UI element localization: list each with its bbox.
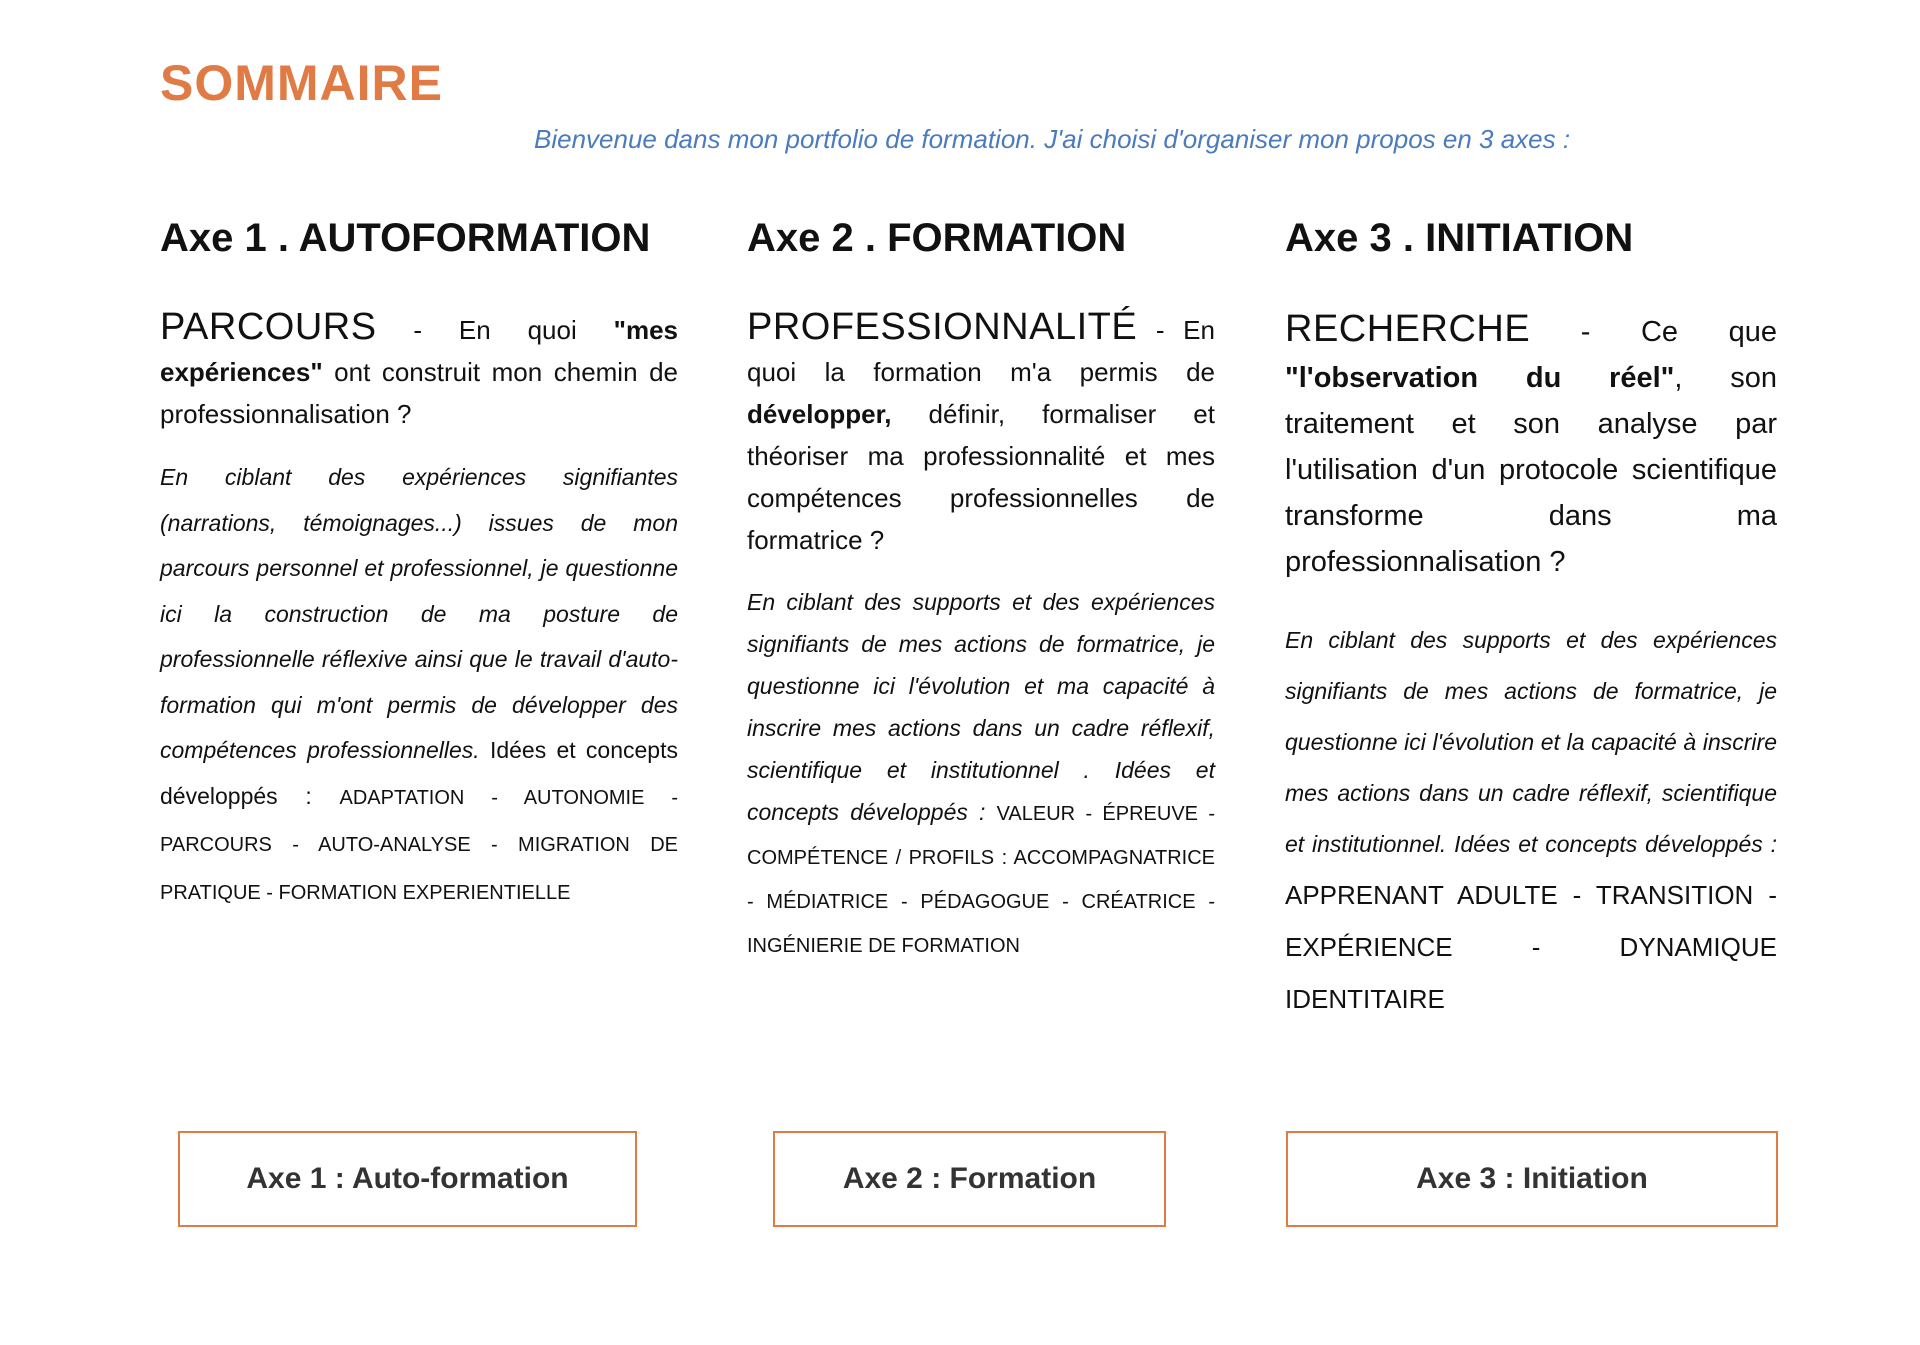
- axe-1-button[interactable]: Axe 1 : Auto-formation: [178, 1131, 637, 1227]
- axe-1-concepts: ADAPTATION - AUTONOMIE - PARCOURS - AUTO-ANALYSE - MIGRATION DE PRATIQUE - FORMATION EXPERIENTIELLE: [160, 786, 679, 904]
- axe-1-description-italic: En ciblant des expériences signifiantes (narrations, témoignages...) issues de mon parcours personnel et professionnel, je questionne ici la construction de ma posture de professionnelle réflexive ainsi que le travail d'auto-formation qui m'ont permis de développer des compétences professionnelles.: [160, 464, 678, 763]
- axe-2-button[interactable]: Axe 2 : Formation: [773, 1131, 1166, 1227]
- axe-2-description-italic: En ciblant des supports et des expériences signifiants de mes actions de formatrice, je questionne ici l'évolution et ma capacité à inscrire mes actions dans un cadre réflexif, scientifique et institutionnel . Idées et concepts développés :: [747, 589, 1215, 825]
- axe-1-concepts-label: Idées et concepts développés :: [160, 737, 678, 809]
- axe-1-keyword: PARCOURS: [160, 306, 377, 348]
- axe-2-question-part2: définir, formaliser et théoriser ma professionnalité et mes compétences professionnelles de formatrice ?: [747, 399, 1215, 555]
- axe-2-title: Axe 2 . FORMATION: [747, 216, 1127, 260]
- axe-2-column: [747, 210, 1215, 967]
- axe-1-question: [160, 306, 678, 435]
- axe-3-question: [1285, 306, 1777, 585]
- axe-1-description: [160, 455, 678, 916]
- axe-3-description-italic: En ciblant des supports et des expériences signifiants de mes actions de formatrice, je questionne ici l'évolution et la capacité à inscrire mes actions dans un cadre réflexif, scientifique et institutionnel. Idées et concepts développés :: [1285, 627, 1777, 857]
- page-title: SOMMAIRE: [160, 55, 443, 111]
- axe-2-concepts: VALEUR - ÉPREUVE - COMPÉTENCE / PROFILS : ACCOMPAGNATRICE - MÉDIATRICE - PÉDAGOGUE - CRÉATRICE - INGÉNIERIE DE FORMATION: [747, 803, 1215, 957]
- axe-2-description: [747, 581, 1215, 967]
- axe-2-question: [747, 306, 1215, 561]
- axe-3-description: [1285, 615, 1777, 1026]
- axe-2-question-part1: - En quoi la formation m'a permis de: [747, 315, 1215, 387]
- axe-1-column: [160, 210, 678, 916]
- axe-3-keyword: RECHERCHE: [1285, 308, 1531, 350]
- axe-3-question-part2: , son traitement et son analyse par l'utilisation d'un protocole scientifique transforme dans ma professionnalisation ?: [1285, 362, 1777, 578]
- axe-3-concepts: APPRENANT ADULTE - TRANSITION - EXPÉRIENCE - DYNAMIQUE IDENTITAIRE: [1285, 880, 1777, 1014]
- axe-3-column: [1285, 210, 1777, 1026]
- axe-1-title: Axe 1 . AUTOFORMATION: [160, 216, 651, 260]
- axe-3-title: Axe 3 . INITIATION: [1285, 216, 1634, 260]
- axe-2-keyword: PROFESSIONNALITÉ: [747, 306, 1138, 348]
- axe-2-question-bold: développer,: [747, 399, 892, 429]
- intro-text: Bienvenue dans mon portfolio de formation. J'ai choisi d'organiser mon propos en 3 axes :: [534, 124, 1571, 154]
- axe-3-question-bold: "l'observation du réel": [1285, 362, 1675, 394]
- axe-1-question-bold: "mes expériences": [160, 315, 678, 387]
- axe-1-question-part1: - En quoi: [376, 315, 614, 345]
- axe-3-button[interactable]: Axe 3 : Initiation: [1286, 1131, 1778, 1227]
- axe-1-question-part2: ont construit mon chemin de professionnalisation ?: [160, 357, 678, 429]
- axe-3-question-part1: - Ce que: [1530, 316, 1777, 348]
